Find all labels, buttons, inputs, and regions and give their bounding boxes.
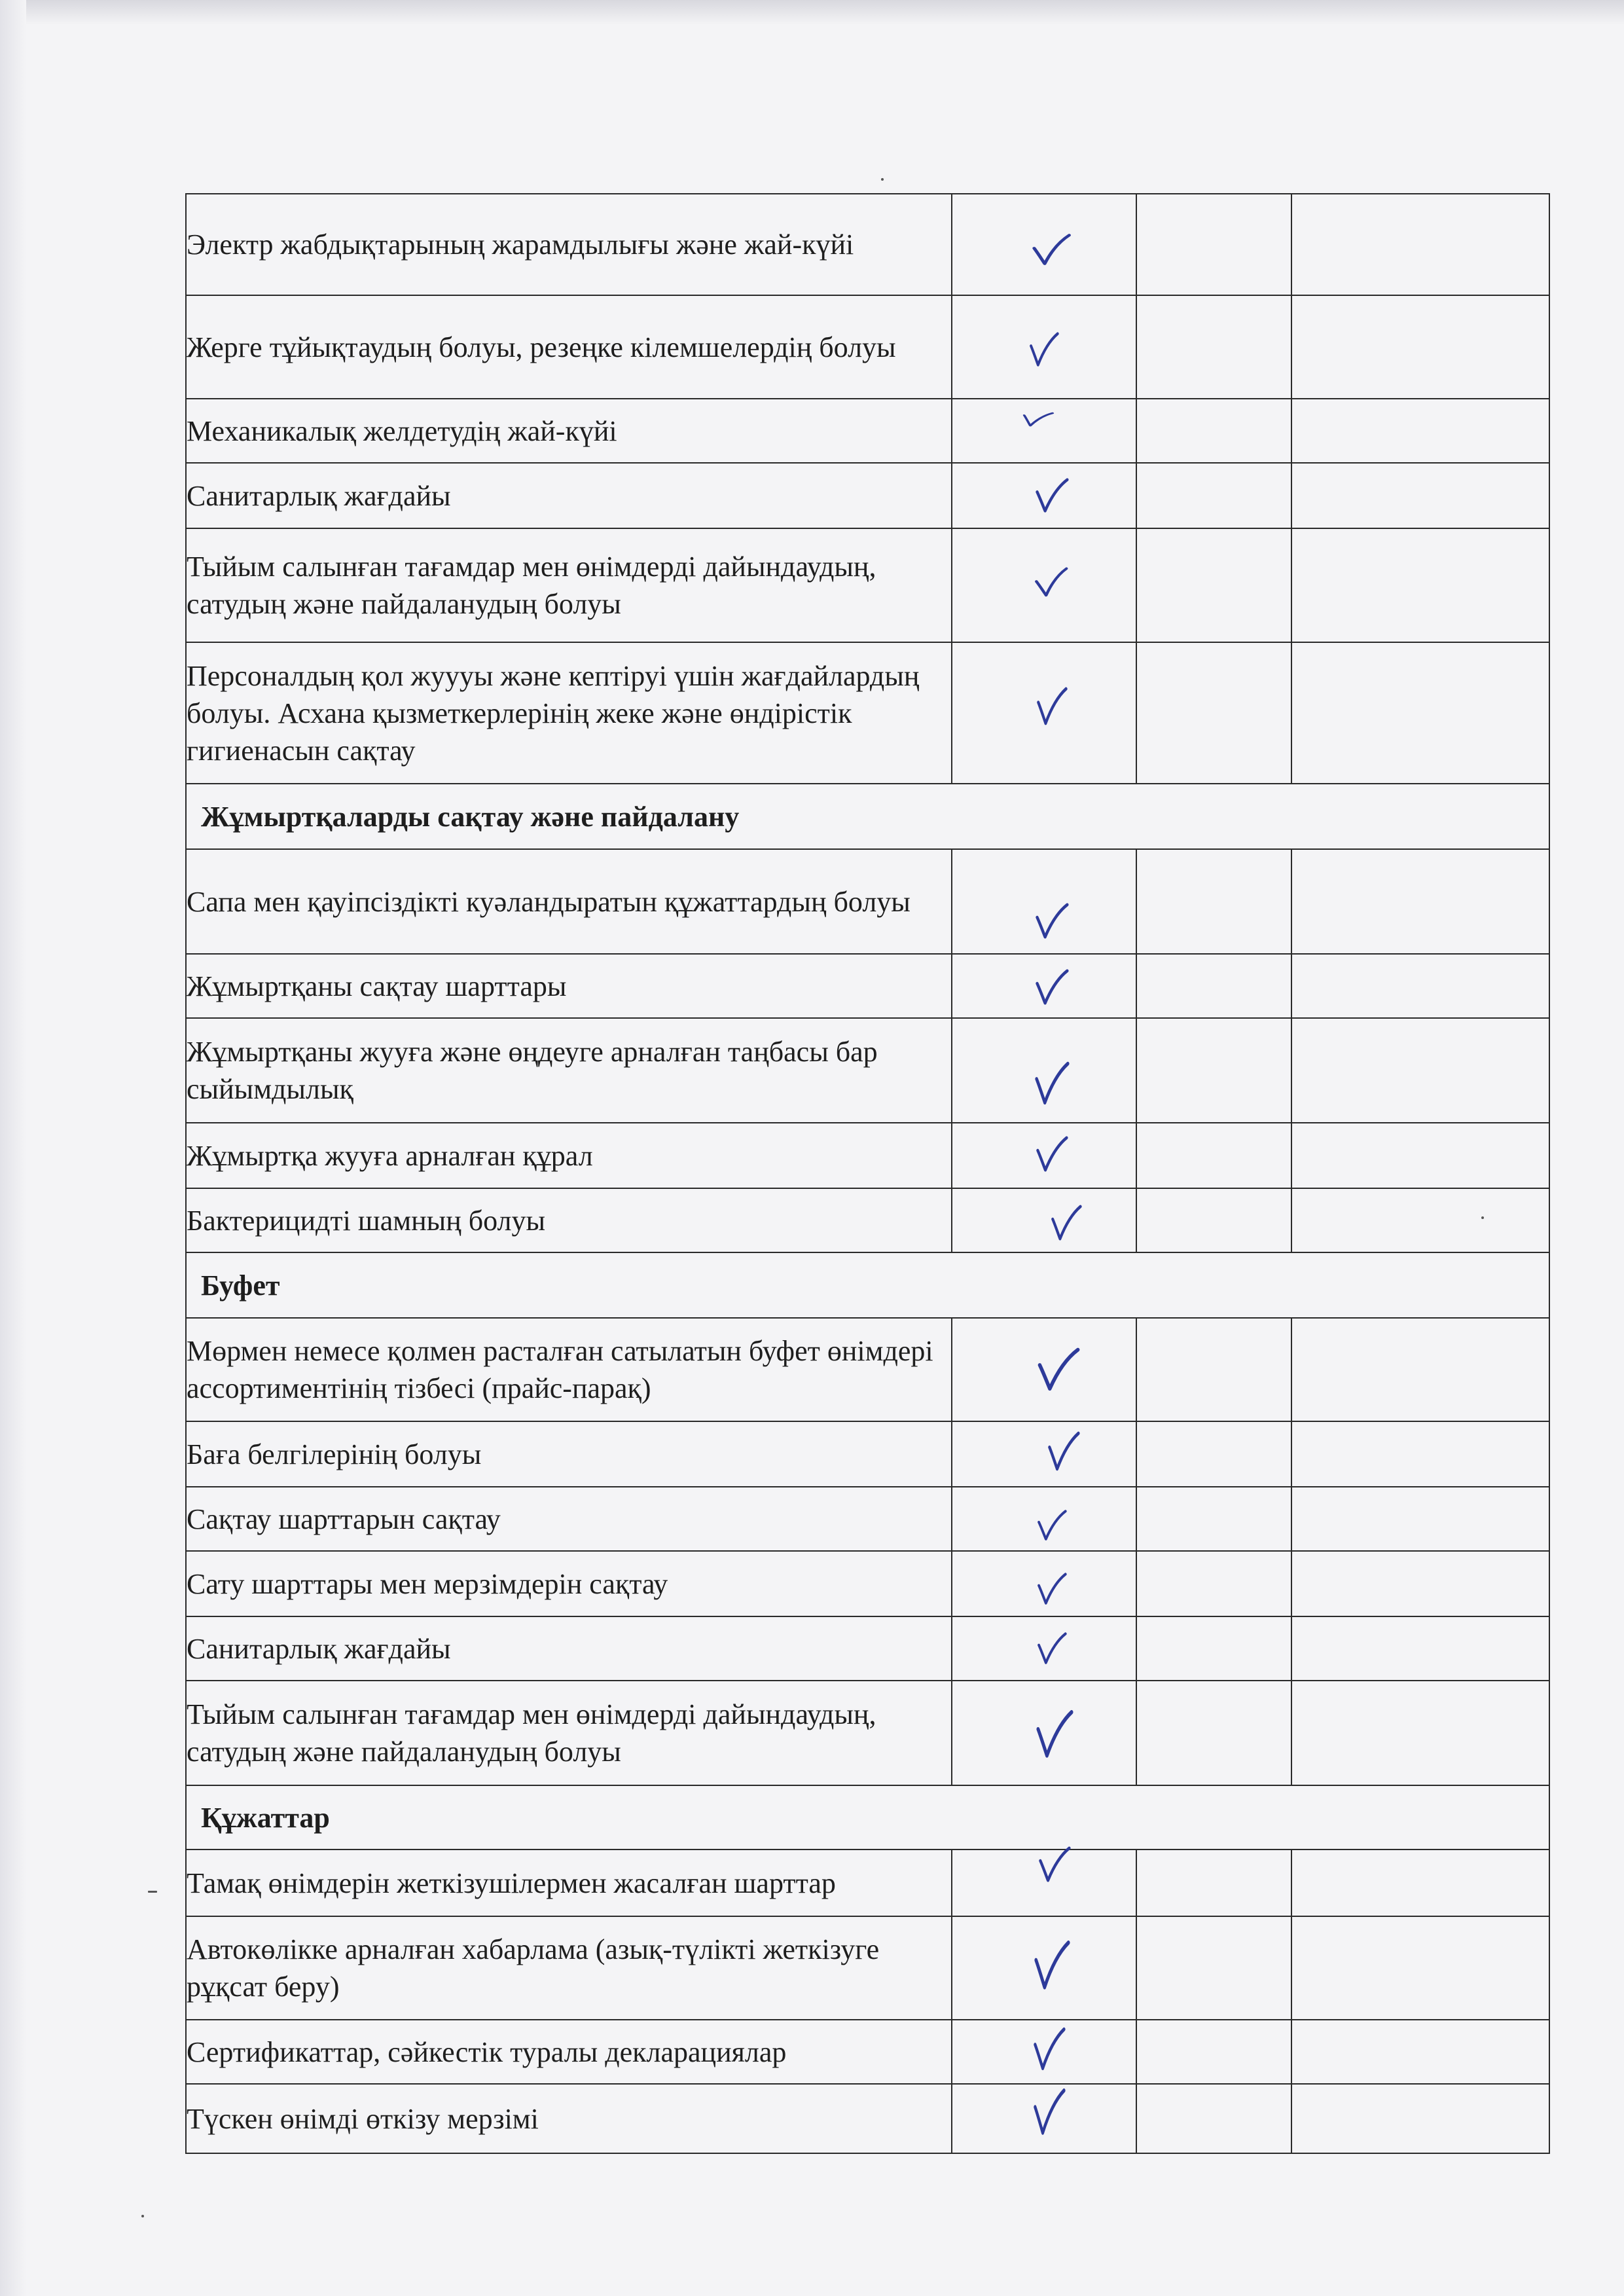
checkmark-icon — [1047, 1430, 1080, 1472]
note-cell — [1291, 1421, 1549, 1487]
no-cell — [1136, 399, 1291, 463]
no-cell — [1136, 1318, 1291, 1421]
row-text: Жерге тұйықтаудың болуы, резеңке кілемшелердің болуы — [187, 331, 896, 363]
note-cell — [1291, 1616, 1549, 1681]
yes-cell — [952, 849, 1136, 954]
section-row — [186, 1785, 1549, 1850]
note-cell — [1291, 1681, 1549, 1785]
note-cell — [1291, 642, 1549, 784]
yes-cell — [952, 642, 1136, 784]
checkmark-icon — [1037, 1509, 1067, 1542]
section-title: Құжаттар — [186, 1785, 1549, 1850]
note-cell — [1291, 1188, 1549, 1252]
no-cell — [1136, 1123, 1291, 1188]
row-text: Сақтау шарттарын сақтау — [187, 1503, 501, 1535]
checkmark-icon — [1020, 408, 1054, 430]
note-cell — [1291, 1018, 1549, 1123]
note-cell — [1291, 2084, 1549, 2153]
row-text: Мөрмен немесе қолмен расталған сатылатын буфет өнімдері ассортиментінің тізбесі (прайс-парақ) — [187, 1335, 933, 1404]
table-row — [186, 1681, 1549, 1785]
yes-cell — [952, 2020, 1136, 2084]
table-row — [186, 954, 1549, 1018]
yes-cell — [952, 1487, 1136, 1551]
row-text-cell — [186, 2084, 952, 2153]
row-text: Санитарлық жағдайы — [187, 1632, 451, 1665]
checklist-body — [186, 194, 1549, 2153]
note-cell — [1291, 1916, 1549, 2020]
note-cell — [1291, 1850, 1549, 1916]
no-cell — [1136, 642, 1291, 784]
row-text: Жұмыртқаны жууға және өңдеуге арналған таңбасы бар сыйымдылық — [187, 1036, 878, 1105]
note-cell — [1291, 1123, 1549, 1188]
note-cell — [1291, 295, 1549, 399]
note-cell — [1291, 399, 1549, 463]
yes-cell — [952, 1318, 1136, 1421]
table-row — [186, 295, 1549, 399]
row-text: Тыйым салынған тағамдар мен өнімдерді дайындаудың, сатудың және пайдаланудың болуы — [187, 1698, 876, 1768]
yes-cell — [952, 1551, 1136, 1616]
table-row — [186, 1421, 1549, 1487]
table-row — [186, 2084, 1549, 2153]
yes-cell — [952, 194, 1136, 295]
row-text: Тамақ өнімдерін жеткізушілермен жасалған шарттар — [187, 1867, 836, 1899]
row-text-cell — [186, 194, 952, 295]
row-text-cell — [186, 399, 952, 463]
row-text-cell — [186, 1916, 952, 2020]
yes-cell — [952, 1421, 1136, 1487]
yes-cell — [952, 1616, 1136, 1681]
row-text: Автокөлікке арналған хабарлама (азық-түлікті жеткізуге рұқсат беру) — [187, 1933, 880, 2003]
section-row — [186, 1252, 1549, 1318]
note-cell — [1291, 528, 1549, 642]
note-cell — [1291, 1487, 1549, 1551]
no-cell — [1136, 954, 1291, 1018]
row-text: Баға белгілерінің болуы — [187, 1438, 482, 1470]
note-cell — [1291, 1318, 1549, 1421]
no-cell — [1136, 295, 1291, 399]
no-cell — [1136, 1421, 1291, 1487]
row-text-cell — [186, 1318, 952, 1421]
table-row — [186, 1616, 1549, 1681]
row-text: Сату шарттары мен мерзімдерін сақтау — [187, 1567, 668, 1600]
row-text: Механикалық желдетудің жай-күйі — [187, 414, 617, 447]
scan-speck — [141, 2215, 144, 2217]
no-cell — [1136, 1616, 1291, 1681]
row-text: Сертификаттар, сәйкестік туралы декларациялар — [187, 2035, 787, 2068]
checkmark-icon — [1033, 566, 1071, 598]
no-cell — [1136, 1188, 1291, 1252]
row-text: Электр жабдықтарының жарамдылығы және жай-күйі — [187, 228, 854, 261]
row-text-cell — [186, 1551, 952, 1616]
scan-shadow-left — [0, 0, 26, 2296]
checkmark-icon — [1033, 2087, 1066, 2137]
table-row — [186, 2020, 1549, 2084]
checkmark-icon — [1029, 331, 1059, 368]
section-title: Жұмыртқаларды сақтау және пайдалану — [186, 784, 1549, 849]
section-row — [186, 784, 1549, 849]
checklist-table — [185, 193, 1550, 2154]
checkmark-icon — [1037, 1347, 1080, 1393]
no-cell — [1136, 1916, 1291, 2020]
no-cell — [1136, 463, 1291, 528]
table-row — [186, 1123, 1549, 1188]
scan-shadow-top — [0, 0, 1624, 25]
table-row — [186, 528, 1549, 642]
row-text: Санитарлық жағдайы — [187, 479, 451, 512]
section-title: Буфет — [186, 1252, 1549, 1318]
no-cell — [1136, 1487, 1291, 1551]
table-row — [186, 849, 1549, 954]
table-row — [186, 463, 1549, 528]
checkmark-icon — [1036, 1135, 1068, 1173]
no-cell — [1136, 1551, 1291, 1616]
table-row — [186, 1916, 1549, 2020]
checkmark-icon — [1035, 902, 1069, 940]
yes-cell — [952, 1188, 1136, 1252]
yes-cell — [952, 1850, 1136, 1916]
table-row — [186, 642, 1549, 784]
checkmark-icon — [1037, 1572, 1067, 1606]
table-row — [186, 1551, 1549, 1616]
note-cell — [1291, 463, 1549, 528]
row-text-cell — [186, 528, 952, 642]
row-text-cell — [186, 1421, 952, 1487]
yes-cell — [952, 463, 1136, 528]
no-cell — [1136, 2084, 1291, 2153]
row-text: Бактерицидті шамның болуы — [187, 1204, 546, 1237]
note-cell — [1291, 954, 1549, 1018]
row-text-cell — [186, 1850, 952, 1916]
table-row — [186, 1850, 1549, 1916]
row-text-cell — [186, 1616, 952, 1681]
checkmark-icon — [1051, 1204, 1082, 1242]
no-cell — [1136, 1018, 1291, 1123]
table-row — [186, 1018, 1549, 1123]
row-text: Сапа мен қауіпсіздікті куәландыратын құжаттардың болуы — [187, 885, 911, 918]
no-cell — [1136, 528, 1291, 642]
checkmark-icon — [1034, 1939, 1070, 1992]
no-cell — [1136, 849, 1291, 954]
yes-cell — [952, 954, 1136, 1018]
no-cell — [1136, 2020, 1291, 2084]
yes-cell — [952, 1681, 1136, 1785]
yes-cell — [952, 2084, 1136, 2153]
row-text: Персоналдың қол жуууы және кептіруі үшін жағдайлардың болуы. Асхана қызметкерлерінің жеке және өндірістік гигиенасын сақтау — [187, 659, 920, 767]
checkmark-icon — [1036, 686, 1068, 727]
yes-cell — [952, 1018, 1136, 1123]
no-cell — [1136, 1850, 1291, 1916]
note-cell — [1291, 849, 1549, 954]
table-row — [186, 399, 1549, 463]
checkmark-icon — [1038, 1846, 1071, 1884]
row-text-cell — [186, 1188, 952, 1252]
row-text: Жұмыртқаны сақтау шарттары — [187, 970, 567, 1002]
row-text-cell — [186, 295, 952, 399]
row-text-cell — [186, 1018, 952, 1123]
yes-cell — [952, 528, 1136, 642]
note-cell — [1291, 2020, 1549, 2084]
table-row — [186, 1487, 1549, 1551]
checkmark-icon — [1030, 232, 1073, 266]
yes-cell — [952, 399, 1136, 463]
row-text-cell — [186, 463, 952, 528]
scan-speck — [1481, 1216, 1484, 1219]
table-row — [186, 194, 1549, 295]
row-text-cell — [186, 642, 952, 784]
checkmark-icon — [1037, 1631, 1067, 1666]
note-cell — [1291, 1551, 1549, 1616]
no-cell — [1136, 194, 1291, 295]
yes-cell — [952, 295, 1136, 399]
row-text-cell — [186, 1123, 952, 1188]
no-cell — [1136, 1681, 1291, 1785]
row-text: Тыйым салынған тағамдар мен өнімдерді дайындаудың, сатудың және пайдаланудың болуы — [187, 551, 876, 620]
checkmark-icon — [1035, 968, 1069, 1006]
table-row — [186, 1318, 1549, 1421]
row-text-cell — [186, 1681, 952, 1785]
row-text-cell — [186, 954, 952, 1018]
scan-speck — [881, 178, 884, 181]
checkmark-icon — [1036, 1709, 1074, 1760]
yes-cell — [952, 1916, 1136, 2020]
yes-cell — [952, 1123, 1136, 1188]
row-text: Түскен өнімді өткізу мерзімі — [187, 2102, 539, 2135]
checkmark-icon — [1034, 1061, 1070, 1106]
scan-speck — [148, 1891, 157, 1893]
checkmark-icon — [1035, 477, 1069, 514]
row-text-cell — [186, 2020, 952, 2084]
row-text: Жұмыртқа жууға арналған құрал — [187, 1139, 593, 1172]
row-text-cell — [186, 849, 952, 954]
table-row — [186, 1188, 1549, 1252]
row-text-cell — [186, 1487, 952, 1551]
note-cell — [1291, 194, 1549, 295]
checkmark-icon — [1033, 2026, 1066, 2072]
